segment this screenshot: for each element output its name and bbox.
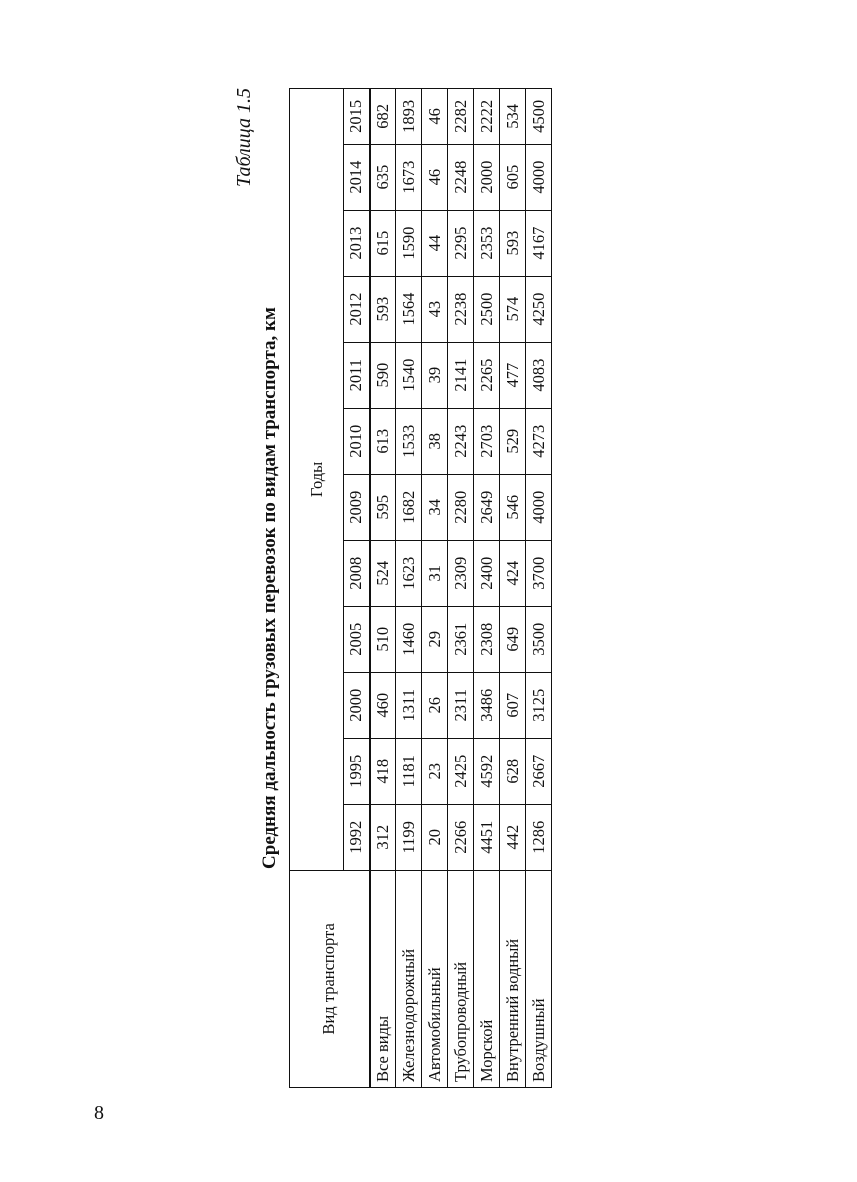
year-header-2013: 2013 [344,210,370,276]
row-label: Внутренний водный [500,870,526,1087]
table-cell: 605 [500,144,526,210]
table-cell: 593 [500,210,526,276]
table-cell: 34 [422,474,448,540]
table-cell: 44 [422,210,448,276]
year-header-2015: 2015 [344,89,370,145]
table-cell: 2400 [474,540,500,606]
table-cell: 2248 [448,144,474,210]
table-row [396,89,422,1088]
table-row [370,89,396,1088]
table-cell: 1590 [396,210,422,276]
year-header-2014: 2014 [344,144,370,210]
table-cell: 2280 [448,474,474,540]
table-cell: 1199 [396,804,422,870]
table-cell: 2222 [474,89,500,145]
year-header-2010: 2010 [344,408,370,474]
row-label: Все виды [370,870,396,1087]
table-cell: 574 [500,276,526,342]
year-header-2012: 2012 [344,276,370,342]
table-cell: 424 [500,540,526,606]
table-cell: 3500 [526,606,552,672]
rotated-table-block [233,88,548,1088]
table-cell: 2000 [474,144,500,210]
table-cell: 2309 [448,540,474,606]
table-cell: 529 [500,408,526,474]
table-cell: 2295 [448,210,474,276]
table-cell: 1540 [396,342,422,408]
row-label: Автомобильный [422,870,448,1087]
table-cell: 649 [500,606,526,672]
table-cell: 3486 [474,672,500,738]
table-cell: 546 [500,474,526,540]
table-cell: 39 [422,342,448,408]
table-cell: 2141 [448,342,474,408]
year-header-2005: 2005 [344,606,370,672]
table-cell: 29 [422,606,448,672]
table-cell: 1460 [396,606,422,672]
table-cell: 2266 [448,804,474,870]
table-cell: 590 [370,342,396,408]
table-cell: 2649 [474,474,500,540]
table-cell: 46 [422,144,448,210]
year-header-2011: 2011 [344,342,370,408]
table-row [500,89,526,1088]
page-number: 8 [94,1102,104,1124]
table-cell: 534 [500,89,526,145]
table-row [526,89,552,1088]
table-cell: 2500 [474,276,500,342]
table-cell: 2361 [448,606,474,672]
table-cell: 26 [422,672,448,738]
table-cell: 477 [500,342,526,408]
row-label: Морской [474,870,500,1087]
table-cell: 2308 [474,606,500,672]
table-cell: 43 [422,276,448,342]
table-row [448,89,474,1088]
year-header-1992: 1992 [344,804,370,870]
table-cell: 4273 [526,408,552,474]
table-cell: 4500 [526,89,552,145]
row-label: Железнодорожный [396,870,422,1087]
table-cell: 628 [500,738,526,804]
year-header-1995: 1995 [344,738,370,804]
table-cell: 2667 [526,738,552,804]
table-cell: 682 [370,89,396,145]
table-cell: 595 [370,474,396,540]
table-cell: 31 [422,540,448,606]
table-cell: 1564 [396,276,422,342]
table-cell: 635 [370,144,396,210]
table-cell: 312 [370,804,396,870]
table-cell: 1286 [526,804,552,870]
table-cell: 2238 [448,276,474,342]
table-row [422,89,448,1088]
table-cell: 3700 [526,540,552,606]
table-cell: 1533 [396,408,422,474]
table-cell: 1893 [396,89,422,145]
table-cell: 20 [422,804,448,870]
table-cell: 1181 [396,738,422,804]
transport-distance-table [289,88,552,1088]
table-cell: 2703 [474,408,500,474]
header-years: Годы [290,89,344,871]
table-cell: 524 [370,540,396,606]
row-label: Воздушный [526,870,552,1087]
year-header-2000: 2000 [344,672,370,738]
table-cell: 4167 [526,210,552,276]
table-cell: 2243 [448,408,474,474]
table-cell: 4250 [526,276,552,342]
table-cell: 1623 [396,540,422,606]
table-body [370,89,552,1088]
table-cell: 4083 [526,342,552,408]
table-label: Таблица 1.5 [233,88,255,187]
table-cell: 442 [500,804,526,870]
table-cell: 2265 [474,342,500,408]
table-cell: 23 [422,738,448,804]
header-transport-type: Вид транспорта [290,870,370,1087]
year-header-2009: 2009 [344,474,370,540]
table-cell: 3125 [526,672,552,738]
table-cell: 1682 [396,474,422,540]
table-cell: 1673 [396,144,422,210]
table-cell: 4592 [474,738,500,804]
table-row [474,89,500,1088]
row-label: Трубопроводный [448,870,474,1087]
table-cell: 2311 [448,672,474,738]
table-cell: 613 [370,408,396,474]
table-cell: 2282 [448,89,474,145]
table-cell: 38 [422,408,448,474]
table-cell: 460 [370,672,396,738]
table-cell: 2425 [448,738,474,804]
table-cell: 2353 [474,210,500,276]
table-cell: 593 [370,276,396,342]
table-title: Средняя дальность грузовых перевозок по видам транспорта, км [259,307,280,869]
table-cell: 4000 [526,474,552,540]
table-cell: 4451 [474,804,500,870]
table-cell: 1311 [396,672,422,738]
year-header-2008: 2008 [344,540,370,606]
table-cell: 46 [422,89,448,145]
table-cell: 615 [370,210,396,276]
table-cell: 607 [500,672,526,738]
table-cell: 4000 [526,144,552,210]
table-cell: 418 [370,738,396,804]
table-cell: 510 [370,606,396,672]
